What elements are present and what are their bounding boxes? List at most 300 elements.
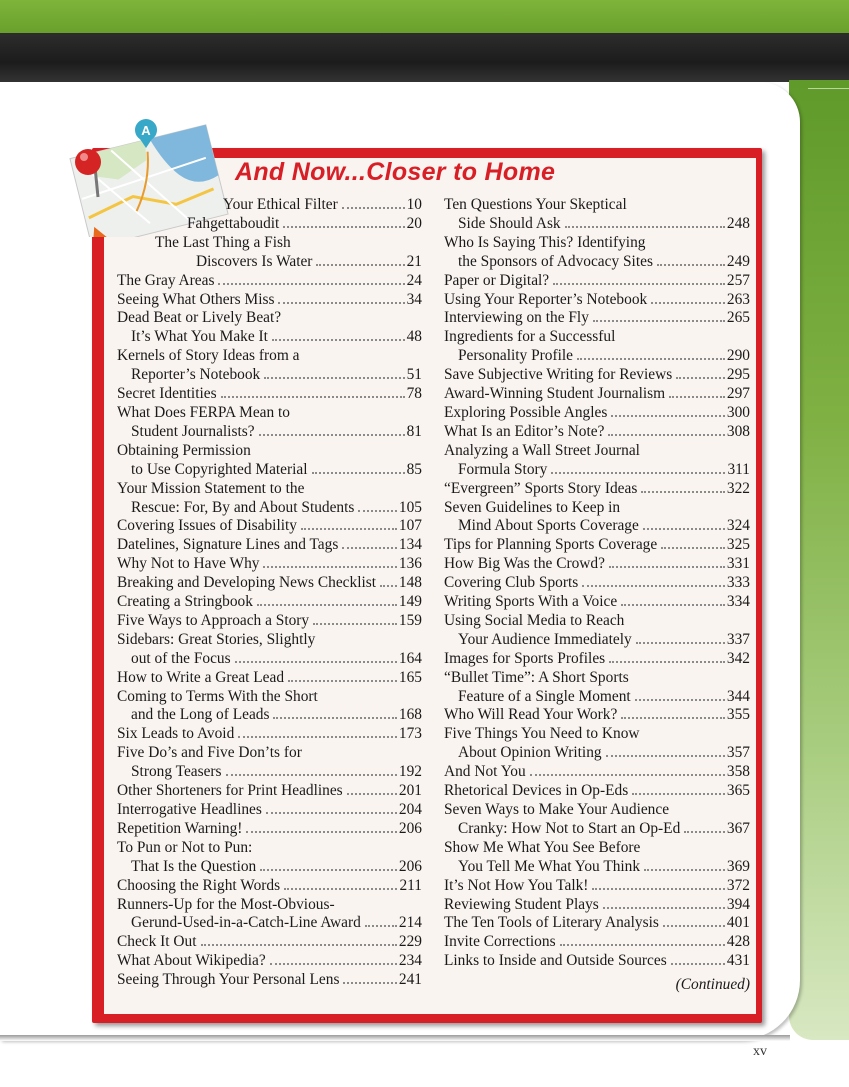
- toc-entry: [444, 366, 750, 385]
- toc-entry-title: Analyzing a Wall Street Journal: [444, 441, 640, 459]
- toc-entry-title: Exploring Possible Angles: [444, 403, 608, 421]
- dot-leader: [260, 869, 397, 871]
- dot-leader: [221, 396, 405, 398]
- toc-entry-page: 311: [727, 460, 750, 478]
- toc-entry-line: [444, 536, 750, 555]
- toc-entry-title: Writing Sports With a Voice: [444, 593, 618, 611]
- toc-entry-title: Covering Issues of Disability: [117, 517, 297, 535]
- toc-entry-page: 214: [398, 914, 422, 932]
- toc-entry-line: [444, 763, 750, 782]
- toc-entry-line: [444, 574, 750, 593]
- toc-entry-title: Rescue: For, By and About Students: [131, 498, 355, 516]
- toc-entry-line: [444, 253, 750, 272]
- dot-leader: [632, 793, 725, 795]
- toc-entry: [444, 574, 750, 593]
- toc-entry-title: Links to Inside and Outside Sources: [444, 952, 667, 970]
- dot-leader: [603, 907, 725, 909]
- toc-entry-title: “Bullet Time”: A Short Sports: [444, 668, 629, 686]
- toc-entry-page: 21: [406, 252, 422, 270]
- toc-entry-title: Show Me What You See Before: [444, 838, 641, 856]
- toc-entry-title: and the Long of Leads: [131, 706, 270, 724]
- toc-entry-title: Check It Out: [117, 933, 197, 951]
- toc-entry-title: Datelines, Signature Lines and Tags: [117, 536, 339, 554]
- toc-entry-line: [444, 688, 750, 707]
- toc-entry: [117, 801, 422, 820]
- dot-leader: [582, 585, 725, 587]
- toc-entry-title: Seven Guidelines to Keep in: [444, 498, 621, 516]
- toc-entry: [444, 839, 750, 877]
- toc-entry-line: [117, 839, 422, 858]
- dot-leader: [226, 774, 397, 776]
- toc-entry-line: [117, 612, 422, 631]
- toc-entry: [444, 763, 750, 782]
- toc-entry-line: [117, 347, 422, 366]
- dot-leader: [301, 528, 397, 530]
- toc-entry-line: [117, 688, 422, 707]
- toc-entry-page: 165: [398, 668, 422, 686]
- toc-entry: [117, 820, 422, 839]
- toc-entry-page: 48: [406, 328, 422, 346]
- dot-leader: [661, 547, 725, 549]
- toc-entry: [444, 480, 750, 499]
- toc-entry-page: 342: [726, 649, 750, 667]
- toc-entry-title: Interrogative Headlines: [117, 801, 262, 818]
- toc-entry: [444, 612, 750, 650]
- toc-entry-line: [444, 385, 750, 404]
- toc-entry-line: [444, 952, 750, 971]
- toc-entry-line: [444, 196, 750, 215]
- dot-leader: [606, 755, 725, 757]
- dot-leader: [284, 888, 397, 890]
- toc-entry: [117, 593, 422, 612]
- toc-entry-title: Five Ways to Approach a Story: [117, 611, 310, 629]
- toc-entry-line: [444, 820, 750, 839]
- toc-entry-title: Personality Profile: [458, 347, 573, 365]
- toc-entry: [117, 555, 422, 574]
- toc-entry-page: 148: [398, 574, 422, 592]
- toc-entry: [117, 839, 422, 877]
- toc-entry-title: Why Not to Have Why: [117, 555, 260, 573]
- toc-entry: [444, 877, 750, 896]
- toc-entry-page: 51: [406, 366, 422, 384]
- toc-entry-line: [444, 347, 750, 366]
- dot-leader: [342, 547, 397, 549]
- toc-entry-line: [117, 820, 422, 839]
- toc-entry-page: 334: [726, 593, 750, 611]
- dot-leader: [611, 415, 725, 417]
- dot-leader: [257, 604, 397, 606]
- toc-entry: [117, 234, 422, 272]
- toc-entry-title: Six Leads to Avoid: [117, 725, 235, 743]
- toc-entry-line: [444, 423, 750, 442]
- toc-entry: [117, 971, 422, 990]
- dot-leader: [264, 377, 404, 379]
- toc-entry-page: 308: [726, 422, 750, 440]
- toc-entry-page: 105: [398, 498, 422, 516]
- toc-entry-title: Award-Winning Student Journalism: [444, 385, 666, 403]
- dot-leader: [651, 302, 725, 304]
- toc-entry-title: Your Ethical Filter: [223, 196, 338, 213]
- toc-entry-title: Kernels of Story Ideas from a: [117, 347, 300, 365]
- toc-entry-page: 324: [726, 517, 750, 535]
- toc-entry-page: 248: [726, 214, 750, 232]
- dot-leader: [608, 434, 724, 436]
- dot-leader: [343, 982, 396, 984]
- toc-entry-title: Who Will Read Your Work?: [444, 706, 618, 724]
- toc-entry-title: Student Journalists?: [131, 422, 255, 440]
- toc-entry-title: To Pun or Not to Pun:: [117, 838, 253, 856]
- toc-entry-line: [117, 650, 422, 669]
- toc-entry-line: [444, 706, 750, 725]
- dot-leader: [671, 963, 725, 965]
- toc-entry: [444, 234, 750, 272]
- toc-entry: [444, 782, 750, 801]
- dot-leader: [259, 434, 405, 436]
- toc-entry-title: Covering Club Sports: [444, 574, 579, 592]
- toc-entry-line: [117, 309, 422, 328]
- toc-entry-title: Obtaining Permission: [117, 441, 251, 459]
- toc-entry-line: [117, 877, 422, 896]
- toc-entry-page: 136: [398, 555, 422, 573]
- toc-entry-title: What About Wikipedia?: [117, 952, 266, 970]
- toc-entry-page: 355: [726, 706, 750, 724]
- toc-entry: [444, 442, 750, 480]
- toc-entry-line: [444, 555, 750, 574]
- toc-entry-page: 206: [398, 857, 422, 875]
- toc-entry-title: The Gray Areas: [117, 271, 215, 289]
- toc-entry-title: How to Write a Great Lead: [117, 668, 285, 686]
- toc-entry-page: 344: [726, 687, 750, 705]
- toc-entry-line: [444, 933, 750, 952]
- toc-entry-title: to Use Copyrighted Material: [131, 460, 308, 478]
- toc-entry: [117, 952, 422, 971]
- toc-entry: [117, 404, 422, 442]
- toc-entry-title: out of the Focus: [131, 649, 231, 667]
- toc-entry: [117, 877, 422, 896]
- toc-entry-page: 297: [726, 385, 750, 403]
- toc-entry-title: Coming to Terms With the Short: [117, 687, 318, 705]
- toc-entry-line: [117, 574, 422, 593]
- toc-entry: [444, 952, 750, 971]
- toc-entry-title: Invite Corrections: [444, 933, 556, 951]
- toc-entry-line: [444, 328, 750, 347]
- dot-leader: [283, 226, 404, 228]
- continued-note: (Continued): [675, 976, 750, 994]
- top-green-band: [0, 0, 849, 34]
- toc-entry-page: 428: [726, 933, 750, 951]
- dot-leader: [201, 944, 397, 946]
- toc-entry-title: What Does FERPA Mean to: [117, 403, 291, 421]
- dot-leader: [565, 226, 725, 228]
- toc-entry-page: 206: [398, 819, 422, 837]
- toc-entry-line: [117, 234, 422, 253]
- toc-entry-title: About Opinion Writing: [458, 744, 602, 762]
- toc-entry: [117, 291, 422, 310]
- toc-entry-line: [117, 933, 422, 952]
- dot-leader: [270, 963, 397, 965]
- toc-entry-line: [444, 877, 750, 896]
- dot-leader: [621, 604, 725, 606]
- toc-entry: [117, 272, 422, 291]
- toc-entry-line: [117, 480, 422, 499]
- toc-entry-line: [117, 442, 422, 461]
- toc-entry-title: It’s Not How You Talk!: [444, 876, 589, 894]
- toc-entry-page: 394: [726, 895, 750, 913]
- toc-entry-title: What Is an Editor’s Note?: [444, 422, 605, 440]
- toc-entry-line: [117, 461, 422, 480]
- toc-entry-title: Side Should Ask: [458, 214, 561, 232]
- toc-entry-title: Formula Story: [458, 460, 548, 478]
- toc-entry-title: Ten Questions Your Skeptical: [444, 196, 627, 213]
- dot-leader: [577, 358, 725, 360]
- toc-entry-page: 431: [726, 952, 750, 970]
- toc-entry-title: Strong Teasers: [131, 763, 222, 781]
- toc-entry-title: It’s What You Make It: [131, 328, 268, 346]
- toc-entry-title: Your Audience Immediately: [458, 630, 632, 648]
- toc-entry-line: [444, 650, 750, 669]
- toc-entry: [444, 933, 750, 952]
- toc-entry-title: Who Is Saying This? Identifying: [444, 233, 646, 251]
- toc-entry-line: [444, 366, 750, 385]
- toc-entry-title: Tips for Planning Sports Coverage: [444, 536, 658, 554]
- toc-entry-title: the Sponsors of Advocacy Sites: [458, 252, 653, 270]
- toc-entry: [117, 196, 422, 215]
- toc-entry-line: [117, 517, 422, 536]
- toc-entry-line: [444, 442, 750, 461]
- toc-entry-title: Save Subjective Writing for Reviews: [444, 366, 673, 384]
- toc-entry-page: 204: [398, 801, 422, 818]
- toc-entry-line: [117, 555, 422, 574]
- toc-entry-line: [444, 914, 750, 933]
- toc-entry-line: [117, 272, 422, 291]
- dot-leader: [635, 699, 725, 701]
- toc-entry-title: Seeing Through Your Personal Lens: [117, 971, 340, 989]
- toc-entry-title: Dead Beat or Lively Beat?: [117, 309, 282, 327]
- toc-entry-line: [117, 896, 422, 915]
- dot-leader: [358, 510, 397, 512]
- dot-leader: [560, 944, 725, 946]
- toc-entry-line: [444, 234, 750, 253]
- dot-leader: [365, 925, 397, 927]
- toc-entry-page: 337: [726, 630, 750, 648]
- toc-entry-page: 10: [406, 196, 422, 213]
- dot-leader: [288, 680, 397, 682]
- dot-leader: [636, 642, 725, 644]
- toc-entry-page: 401: [726, 914, 750, 932]
- toc-entry: [117, 725, 422, 744]
- toc-entry-line: [444, 858, 750, 877]
- toc-entry-page: 85: [406, 460, 422, 478]
- toc-entry: [117, 536, 422, 555]
- toc-entry-line: [444, 480, 750, 499]
- dot-leader: [246, 831, 396, 833]
- toc-entry-page: 81: [406, 422, 422, 440]
- toc-entry: [444, 593, 750, 612]
- dot-leader: [621, 717, 725, 719]
- dot-leader: [347, 793, 397, 795]
- toc-column-left: [117, 196, 422, 990]
- toc-entry: [444, 309, 750, 328]
- toc-entry-line: [117, 423, 422, 442]
- toc-entry: [444, 272, 750, 291]
- toc-entry-title: Using Your Reporter’s Notebook: [444, 290, 648, 308]
- toc-entry: [117, 612, 422, 631]
- dot-leader: [278, 302, 404, 304]
- dot-leader: [266, 812, 397, 814]
- toc-entry-page: 234: [398, 952, 422, 970]
- toc-entry: [117, 442, 422, 480]
- toc-entry-title: Reviewing Student Plays: [444, 895, 599, 913]
- dot-leader: [342, 207, 405, 209]
- toc-entry-page: 249: [726, 252, 750, 270]
- toc-entry: [117, 631, 422, 669]
- toc-entry-page: 290: [726, 347, 750, 365]
- toc-entry-title: The Ten Tools of Literary Analysis: [444, 914, 659, 932]
- toc-entry: [117, 782, 422, 801]
- toc-entry-title: Five Things You Need to Know: [444, 725, 640, 743]
- toc-entry-line: [117, 328, 422, 347]
- toc-entry-line: [444, 309, 750, 328]
- toc-entry-page: 134: [398, 536, 422, 554]
- toc-entry-line: [117, 593, 422, 612]
- toc-entry: [444, 555, 750, 574]
- toc-entry-line: [444, 725, 750, 744]
- toc-entry-title: Five Do’s and Five Don’ts for: [117, 744, 302, 762]
- toc-entry-line: [117, 744, 422, 763]
- toc-entry: [444, 650, 750, 669]
- dot-leader: [553, 283, 725, 285]
- toc-entry-page: 358: [726, 763, 750, 781]
- toc-entry-title: Your Mission Statement to the: [117, 479, 305, 497]
- toc-entry-line: [117, 706, 422, 725]
- toc-entry: [117, 896, 422, 934]
- toc-entry: [444, 725, 750, 763]
- dot-leader: [313, 623, 397, 625]
- toc-entry-line: [444, 215, 750, 234]
- toc-entry: [444, 385, 750, 404]
- toc-entry-title: Sidebars: Great Stories, Slightly: [117, 630, 316, 648]
- toc-entry-title: Discovers Is Water: [196, 252, 313, 270]
- toc-entry-page: 369: [726, 857, 750, 875]
- toc-entry-line: [117, 291, 422, 310]
- toc-entry-title: Other Shorteners for Print Headlines: [117, 782, 343, 800]
- toc-entry-page: 229: [398, 933, 422, 951]
- dot-leader: [609, 566, 725, 568]
- toc-entry: [444, 328, 750, 366]
- toc-entry: [444, 896, 750, 915]
- toc-entry-title: Rhetorical Devices in Op-Eds: [444, 782, 629, 800]
- toc-entry-page: 20: [406, 214, 422, 232]
- dot-leader: [312, 472, 405, 474]
- toc-entry-line: [117, 952, 422, 971]
- dot-leader: [609, 661, 725, 663]
- toc-entry-line: [444, 782, 750, 801]
- toc-entry-page: 159: [398, 611, 422, 629]
- dot-leader: [380, 585, 397, 587]
- toc-entry: [117, 688, 422, 726]
- page-bottom-shadow: [0, 1035, 790, 1041]
- toc-entry-title: Fahgettaboudit: [187, 214, 280, 232]
- toc-entry: [117, 385, 422, 404]
- dot-leader: [316, 264, 404, 266]
- toc-entry: [117, 215, 422, 234]
- toc-entry-line: [117, 763, 422, 782]
- toc-entry-line: [117, 914, 422, 933]
- toc-entry-line: [444, 291, 750, 310]
- toc-entry-line: [444, 499, 750, 518]
- toc-entry-title: Breaking and Developing News Checklist: [117, 574, 377, 592]
- toc-entry-page: 164: [398, 649, 422, 667]
- toc-entry: [444, 536, 750, 555]
- toc-entry-page: 24: [406, 271, 422, 289]
- toc-entry-line: [117, 366, 422, 385]
- dot-leader: [272, 339, 405, 341]
- dot-leader: [641, 491, 725, 493]
- toc-entry: [444, 914, 750, 933]
- toc-entry: [444, 404, 750, 423]
- toc-entry-page: 357: [726, 744, 750, 762]
- toc-entry: [117, 669, 422, 688]
- toc-entry-title: Using Social Media to Reach: [444, 611, 625, 629]
- toc-entry: [444, 706, 750, 725]
- toc-entry: [444, 669, 750, 707]
- dot-leader: [218, 283, 404, 285]
- toc-entry-title: “Evergreen” Sports Story Ideas: [444, 479, 638, 497]
- toc-entry-page: 372: [726, 876, 750, 894]
- toc-entry-line: [444, 744, 750, 763]
- toc-entry-line: [444, 517, 750, 536]
- toc-entry-page: 168: [398, 706, 422, 724]
- dot-leader: [238, 736, 397, 738]
- toc-entry-title: And Not You: [444, 763, 526, 781]
- toc-entry-page: 257: [726, 271, 750, 289]
- dot-leader: [273, 717, 396, 719]
- toc-entry: [444, 291, 750, 310]
- dot-leader: [551, 472, 725, 474]
- top-dark-band: [0, 33, 849, 82]
- toc-entry-page: 367: [726, 819, 750, 837]
- toc-entry-line: [444, 839, 750, 858]
- toc-entry-line: [117, 725, 422, 744]
- toc-entry-line: [117, 404, 422, 423]
- toc-entry-page: 333: [726, 574, 750, 592]
- toc-entry: [117, 309, 422, 347]
- toc-entry-title: Images for Sports Profiles: [444, 649, 606, 667]
- box-title: And Now...Closer to Home: [235, 158, 556, 186]
- toc-entry-title: Mind About Sports Coverage: [458, 517, 639, 535]
- toc-entry-line: [117, 801, 422, 820]
- toc-entry-line: [117, 253, 422, 272]
- toc-entry-title: Repetition Warning!: [117, 819, 243, 837]
- toc-entry-page: 365: [726, 782, 750, 800]
- toc-entry-page: 211: [399, 876, 422, 894]
- toc-entry-title: Choosing the Right Words: [117, 876, 281, 894]
- toc-entry-page: 295: [726, 366, 750, 384]
- toc-entry-title: Secret Identities: [117, 385, 217, 403]
- toc-entry-page: 325: [726, 536, 750, 554]
- toc-entry-line: [117, 631, 422, 650]
- toc-entry-line: [117, 782, 422, 801]
- toc-entry: [117, 933, 422, 952]
- toc-entry-page: 173: [398, 725, 422, 743]
- toc-entry: [444, 196, 750, 234]
- toc-entry-page: 263: [726, 290, 750, 308]
- toc-entry-title: Ingredients for a Successful: [444, 328, 616, 346]
- toc-entry-title: Seeing What Others Miss: [117, 290, 275, 308]
- toc-entry-title: Interviewing on the Fly: [444, 309, 589, 327]
- dot-leader: [643, 528, 725, 530]
- toc-column-right: [444, 196, 750, 996]
